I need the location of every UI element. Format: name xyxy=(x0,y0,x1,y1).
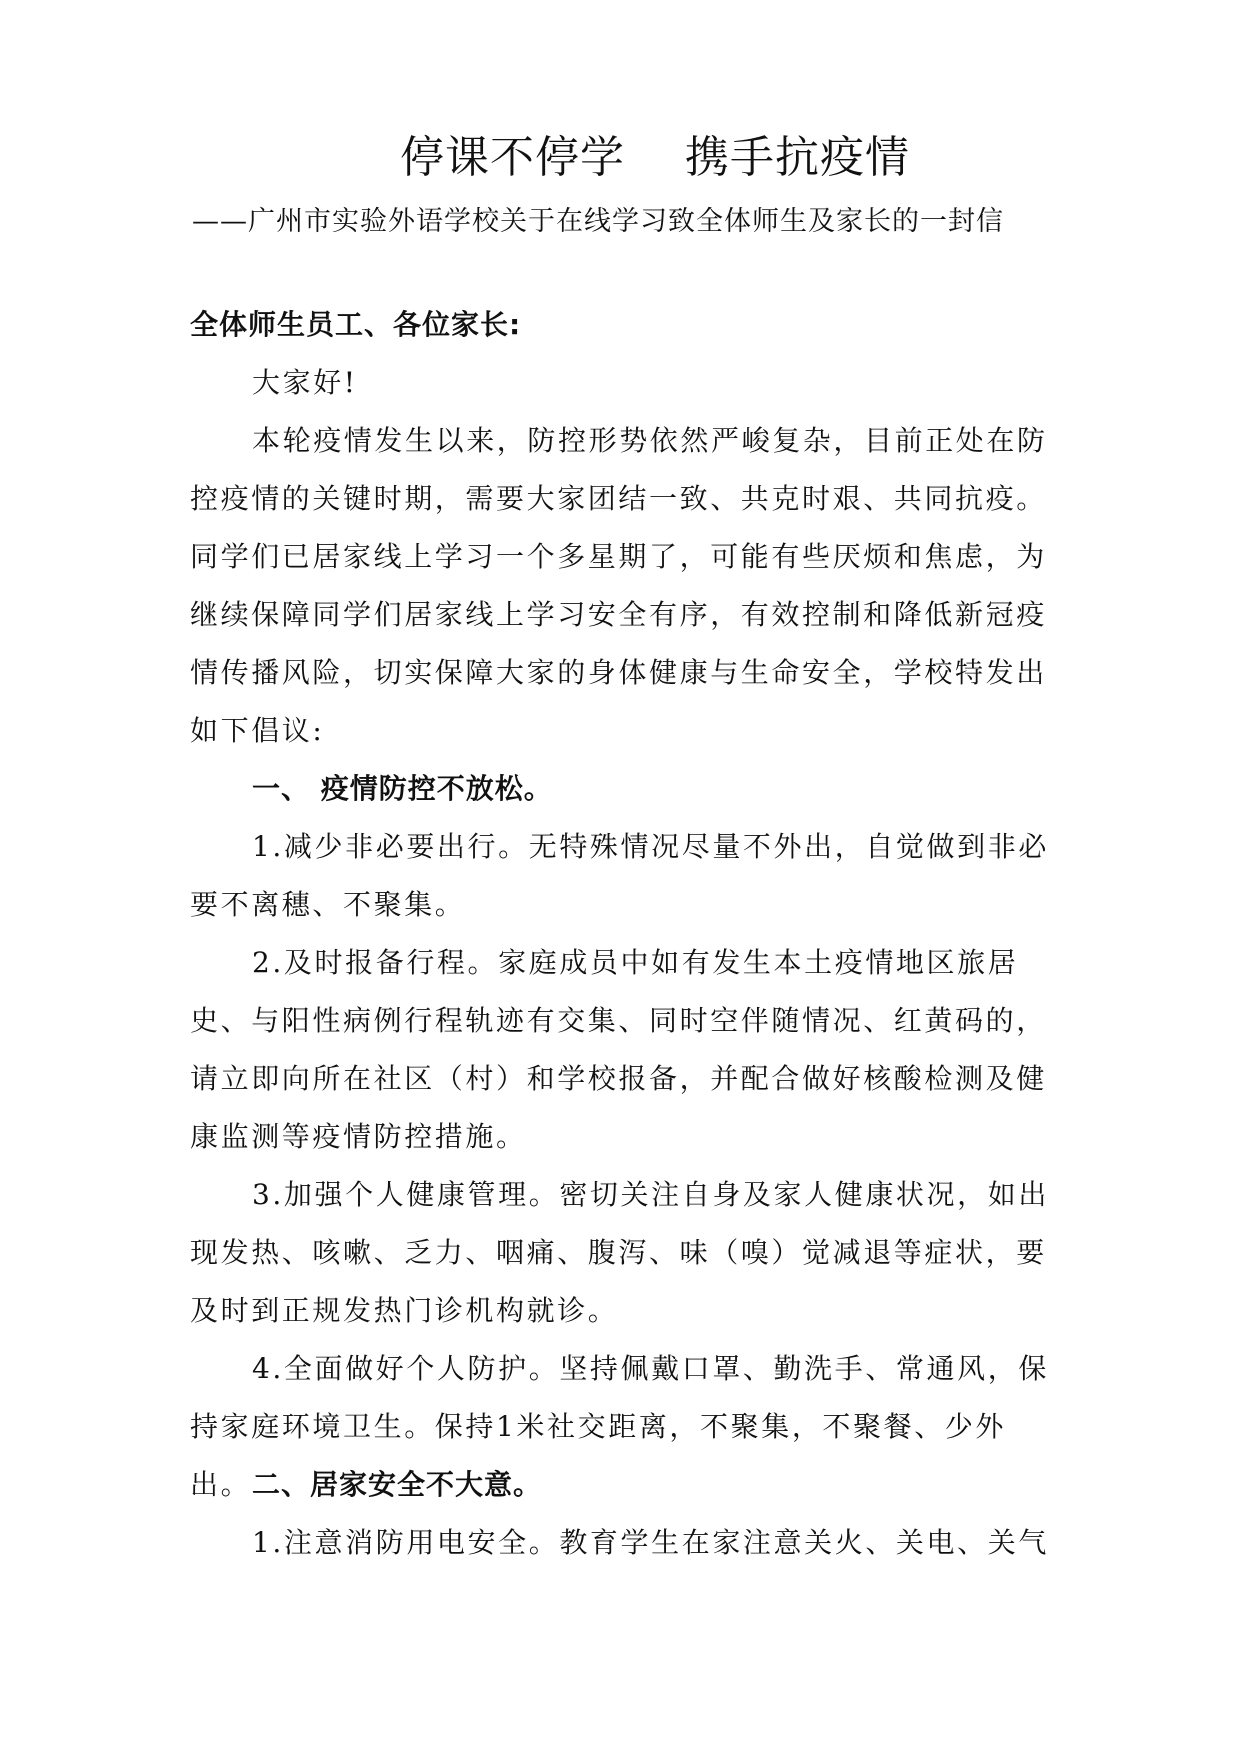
section-1-item-1: 1.减少非必要出行。无特殊情况尽量不外出，自觉做到非必要不离穗、不聚集。 xyxy=(190,830,1049,921)
intro-paragraph: 本轮疫情发生以来，防控形势依然严峻复杂，目前正处在防控疫情的关键时期，需要大家团结一致、共克时艰、共同抗疫。同学们已居家线上学习一个多星期了，可能有些厌烦和焦虑，为继续保障同学们居家线上学习安全有序，有效控制和降低新冠疫情传播风险，切实保障大家的身体健康与生命安全，学校特发出如下倡议: xyxy=(190,424,1048,747)
section-1-heading: 一、 疫情防控不放松。 xyxy=(252,772,553,805)
salutation: 全体师生员工、各位家长: xyxy=(190,308,522,341)
page-title: 停课不停学 携手抗疫情 xyxy=(400,132,910,183)
section-2-item-1: 1.注意消防用电安全。教育学生在家注意关火、关电、关气 xyxy=(252,1526,1049,1559)
page-subtitle: ——广州市实验外语学校关于在线学习致全体师生及家长的一封信 xyxy=(192,206,1004,237)
section-2-heading: 二、居家安全不大意。 xyxy=(252,1468,543,1501)
section-1-item-2: 2.及时报备行程。家庭成员中如有发生本土疫情地区旅居史、与阳性病例行程轨迹有交集、同时空伴随情况、红黄码的，请立即向所在社区（村）和学校报备，并配合做好核酸检测及健康监测等疫情防控措施。 xyxy=(190,946,1047,1153)
section-1-item-3: 3.加强个人健康管理。密切关注自身及家人健康状况，如出现发热、咳嗽、乏力、咽痛、腹泻、味（嗅）觉减退等症状，要及时到正规发热门诊机构就诊。 xyxy=(190,1178,1049,1327)
section-1-item-4: 4.全面做好个人防护。坚持佩戴口罩、勤洗手、常通风，保持家庭环境卫生。保持1米社交距离，不聚集，不聚餐、少外出。 xyxy=(190,1352,1049,1501)
greeting: 大家好! xyxy=(252,366,358,399)
